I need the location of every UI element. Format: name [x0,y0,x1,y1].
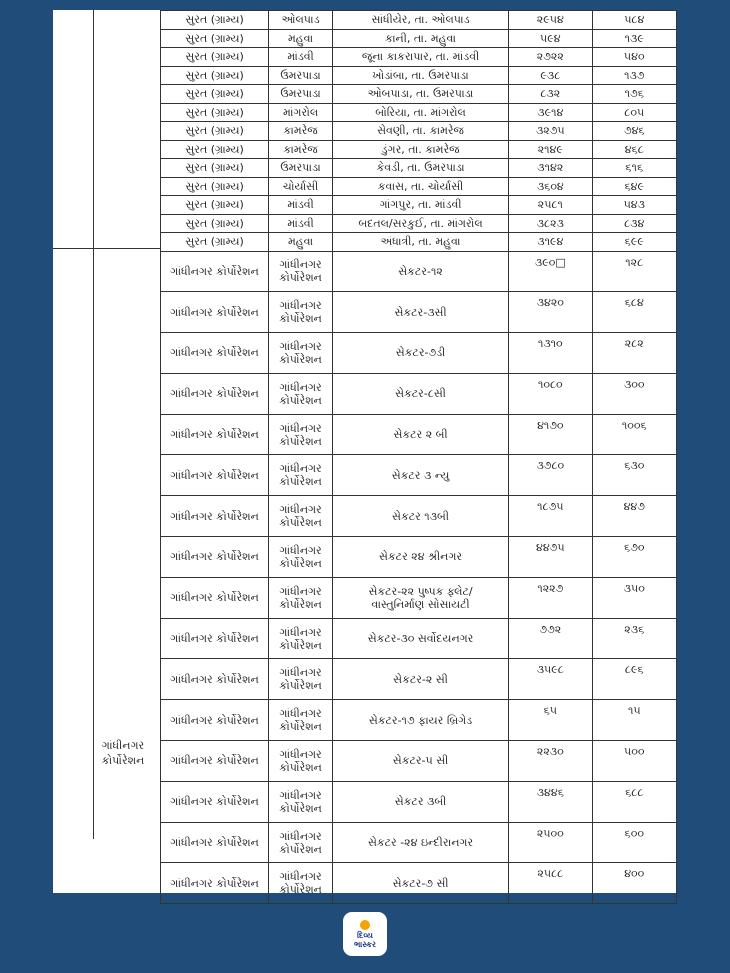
count-cell: ૨૧૪૯ [509,140,592,159]
location-cell: જૂના કાકરાપાર, તા. માંડવી [332,48,508,67]
count-cell: ૪૧૭૦ [509,414,592,455]
taluka-cell: ઓલપાડ [269,11,333,30]
taluka-line1: ગાંધીનગર [279,707,322,721]
value-cell: ૭૪૬ [592,122,676,141]
location-line1: સેકટર ૩બી [394,795,447,809]
count-cell: ૩૭૮૦ [509,455,592,496]
count-cell: ૨૫૦૦ [509,822,592,863]
count-cell: ૮૩૨ [509,85,592,104]
taluka-cell: ચોર્યાસી [269,177,333,196]
district-cell: સુરત (ગ્રામ્ય) [161,140,269,159]
location-cell [332,659,508,700]
table-row [161,496,677,537]
table-row [161,251,677,292]
taluka-line1: ગાંધીનગર [279,584,322,598]
taluka-line1: ગાંધીનગર [279,829,322,843]
taluka-line2: કોર્પોરેશન [279,312,322,326]
value-cell: ૬૩૦ [592,455,676,496]
location-cell: ઓબપાડા, તા. ઉમરપાડા [332,85,508,104]
location-line1: સેકટર ૨ બી [393,428,448,442]
location-cell: બોરિયા, તા. માંગરોલ [332,103,508,122]
taluka-line1: ગાંધીનગર [279,258,322,272]
taluka-cell [269,537,333,578]
district-cell: ગાંધીનગર કોર્પોરેશન [161,414,269,455]
taluka-line2: કોર્પોરેશન [279,597,322,611]
count-cell: ૩૯૦□ [509,251,592,292]
value-cell: ૧૫ [592,700,676,741]
taluka-cell: મહુવા [269,29,333,48]
taluka-line1: ગાંધીનગર [279,625,322,639]
value-cell: ૮૯૬ [592,659,676,700]
count-cell: ૧૦૮૦ [509,373,592,414]
count-cell: ૩૧૯૪ [509,233,592,252]
taluka-line1: ગાંધીનગર [279,462,322,476]
taluka-line1: ગાંધીનગર [279,747,322,761]
location-line1: સેકટર ૨૪ શ્રીનગર [379,550,463,564]
taluka-line1: ગાંધીનગર [279,421,322,435]
taluka-cell [269,741,333,782]
value-cell: ૬૯૯ [592,233,676,252]
district-cell: સુરત (ગ્રામ્ય) [161,177,269,196]
logo-sun-icon [360,920,370,930]
taluka-cell: કામરેજ [269,122,333,141]
district-cell: સુરત (ગ્રામ્ય) [161,214,269,233]
table-row [161,140,677,159]
district-cell: સુરત (ગ્રામ્ય) [161,48,269,67]
location-cell: કેવડી, તા. ઉમરપાડા [332,159,508,178]
value-cell: ૬૧૬ [592,159,676,178]
table-row [161,618,677,659]
district-cell: ગાંધીનગર કોર્પોરેશન [161,455,269,496]
district-cell: સુરત (ગ્રામ્ય) [161,196,269,215]
count-cell: ૩૧૪૨ [509,159,592,178]
taluka-line1: ગાંધીનગર [279,380,322,394]
taluka-cell [269,700,333,741]
taluka-line2: કોર્પોરેશન [279,679,322,693]
taluka-line1: ગાંધીનગર [279,788,322,802]
location-line1: સેકટર-૩સી [394,305,447,319]
value-cell: ૮૩૪ [592,214,676,233]
table-row [161,214,677,233]
district-cell: સુરત (ગ્રામ્ય) [161,66,269,85]
value-cell: ૮૦૫ [592,103,676,122]
taluka-cell [269,333,333,374]
taluka-cell [269,659,333,700]
district-cell: ગાંધીનગર કોર્પોરેશન [161,781,269,822]
value-cell: ૨૮૨ [592,333,676,374]
location-cell [332,373,508,414]
table-row [161,48,677,67]
district-cell: ગાંધીનગર કોર્પોરેશન [161,700,269,741]
table-row [161,373,677,414]
logo-line1: દિવ્ય [357,930,373,940]
count-cell: ૩૨૭૫ [509,122,592,141]
taluka-line1: ગાંધીનગર [279,503,322,517]
table-row [161,159,677,178]
district-cell: ગાંધીનગર કોર્પોરેશન [161,333,269,374]
divya-bhaskar-logo [343,912,387,956]
district-cell: ગાંધીનગર કોર્પોરેશન [161,537,269,578]
location-cell [332,292,508,333]
taluka-cell [269,863,333,904]
location-cell: અંધાત્રી, તા. મહુવા [332,233,508,252]
taluka-line2: કોર્પોરેશન [279,434,322,448]
district-cell: સુરત (ગ્રામ્ય) [161,122,269,141]
taluka-line2: કોર્પોરેશન [279,720,322,734]
table-row [161,29,677,48]
district-cell: ગાંધીનગર કોર્પોરેશન [161,373,269,414]
district-cell: ગાંધીનગર કોર્પોરેશન [161,496,269,537]
location-cell: કવાસ, તા. ચોર્યાસી [332,177,508,196]
taluka-line1: ગાંધીનગર [279,870,322,884]
district-cell: સુરત (ગ્રામ્ય) [161,29,269,48]
taluka-cell: ઉમરપાડા [269,85,333,104]
location-cell [332,781,508,822]
taluka-cell [269,251,333,292]
count-cell: ૨૫૮૧ [509,196,592,215]
taluka-cell: માંડવી [269,48,333,67]
taluka-cell: માંડવી [269,214,333,233]
value-cell: ૧૩૭ [592,66,676,85]
count-cell: ૪૪૭૫ [509,537,592,578]
location-line1: સેકટર-૫ સી [392,754,449,768]
district-cell: ગાંધીનગર કોર્પોરેશન [161,251,269,292]
district-cell: સુરત (ગ્રામ્ય) [161,85,269,104]
value-cell: ૬૮૮ [592,781,676,822]
district-cell: સુરત (ગ્રામ્ય) [161,233,269,252]
value-cell: ૧૦૦૬ [592,414,676,455]
location-line1: સેકટર-૧૭ ફાયર બ્રિગેડ [368,713,473,727]
corp-group-label-line1: ગાંધીનગર [101,739,145,752]
taluka-cell [269,577,333,618]
taluka-line2: કોર્પોરેશન [279,393,322,407]
value-cell: ૪૬૮ [592,140,676,159]
taluka-cell [269,455,333,496]
value-cell: ૨૩૬ [592,618,676,659]
table-row [161,85,677,104]
value-cell: ૬૪૯ [592,177,676,196]
table-row [161,122,677,141]
location-line1: સેકટર -૨૪ ઇન્દીરાનગર [367,836,474,850]
taluka-cell [269,618,333,659]
location-cell: ખોડાંબા, તા. ઉમરપાડા [332,66,508,85]
count-cell: ૩૯૧૪ [509,103,592,122]
table-row [161,659,677,700]
table-row [161,103,677,122]
taluka-cell: માંડવી [269,196,333,215]
location-cell: ગાંગપુર, તા. માંડવી [332,196,508,215]
taluka-line1: ગાંધીનગર [279,299,322,313]
table-row [161,741,677,782]
count-cell: ૭૭૨ [509,618,592,659]
location-cell [332,537,508,578]
taluka-line2: કોર્પોરેશન [279,883,322,897]
table-row [161,414,677,455]
district-cell: ગાંધીનગર કોર્પોરેશન [161,659,269,700]
location-line1: સેકટર-૭ડી [395,346,446,360]
value-cell: ૫૪૦ [592,48,676,67]
taluka-line2: કોર્પોરેશન [279,271,322,285]
location-line1: સેકટર-૧૨ [398,264,443,278]
value-cell: ૫૮૪ [592,11,676,30]
taluka-cell [269,373,333,414]
count-cell: ૩૪૪૬ [509,781,592,822]
value-cell: ૩૦૦ [592,373,676,414]
location-cell: ડુંગર, તા. કામરેજ [332,140,508,159]
table-row [161,577,677,618]
value-cell: ૧૩૯ [592,29,676,48]
location-cell [332,414,508,455]
count-cell: ૯૩૮ [509,66,592,85]
count-cell: ૬૫ [509,700,592,741]
taluka-line2: કોર્પોરેશન [279,475,322,489]
location-cell: કાની, તા. મહુવા [332,29,508,48]
table-row [161,292,677,333]
count-cell: ૫૯૪ [509,29,592,48]
taluka-cell [269,496,333,537]
count-cell: ૨૭૨૨ [509,48,592,67]
district-cell: ગાંધીનગર કોર્પોરેશન [161,292,269,333]
table-row [161,233,677,252]
logo-line2: ભાસ્કર [353,939,377,949]
district-cell: સુરત (ગ્રામ્ય) [161,11,269,30]
count-cell: ૩૫૯૮ [509,659,592,700]
table-row [161,537,677,578]
taluka-cell [269,414,333,455]
taluka-cell [269,781,333,822]
district-cell: ગાંધીનગર કોર્પોરેશન [161,618,269,659]
location-cell [332,577,508,618]
taluka-cell [269,822,333,863]
table-row [161,333,677,374]
table-row [161,700,677,741]
value-cell: ૬૮૪ [592,292,676,333]
taluka-line2: કોર્પોરેશન [279,352,322,366]
location-cell: બદતલ/સરકુઈ, તા. માંગરોલ [332,214,508,233]
corp-group-label [95,738,151,768]
taluka-line2: કોર્પોરેશન [279,801,322,815]
district-cell: સુરત (ગ્રામ્ય) [161,159,269,178]
location-cell: સાંધીયેર, તા. ઓલપાડ [332,11,508,30]
location-line1: સેકટર-૨ સી [393,672,448,686]
table-row [161,11,677,30]
count-cell: ૨૯૫૪ [509,11,592,30]
district-cell: ગાંધીનગર કોર્પોરેશન [161,577,269,618]
table-row [161,781,677,822]
district-cell: ગાંધીનગર કોર્પોરેશન [161,741,269,782]
location-line1: સેકટર-૨૨ પુષ્પક ફ્લેટ/ [368,584,473,598]
location-line2: વાસ્તુનિર્માણ સોસાયટી [371,597,470,611]
count-cell: ૩૬૦૪ [509,177,592,196]
location-cell [332,741,508,782]
taluka-line2: કોર્પોરેશન [279,842,322,856]
table-row [161,177,677,196]
value-cell: ૫૪૩ [592,196,676,215]
count-cell: ૧૩૧૦ [509,333,592,374]
corp-group-label-line2: કોર્પોરેશન [101,754,145,767]
location-line1: સેકટર-૮સી [395,387,446,401]
district-cell: ગાંધીનગર કોર્પોરેશન [161,863,269,904]
taluka-cell: માંગરોલ [269,103,333,122]
value-cell: ૧૨૮ [592,251,676,292]
location-line1: સેકટર-૭ સી [392,876,449,890]
location-cell [332,333,508,374]
location-line1: સેકટર ૩ ન્યુ [391,468,450,482]
document-page [53,10,677,897]
taluka-cell: કામરેજ [269,140,333,159]
location-cell [332,455,508,496]
taluka-line2: કોર્પોરેશન [279,638,322,652]
table-row [161,863,677,904]
location-cell [332,618,508,659]
location-cell [332,863,508,904]
district-cell: સુરત (ગ્રામ્ય) [161,103,269,122]
location-cell [332,496,508,537]
taluka-line1: ગાંધીનગર [279,543,322,557]
table-row [161,822,677,863]
taluka-cell: ઉમરપાડા [269,66,333,85]
value-cell: ૪૪૭ [592,496,676,537]
taluka-line2: કોર્પોરેશન [279,556,322,570]
location-cell [332,822,508,863]
value-cell: ૬૦૦ [592,822,676,863]
count-cell: ૩૪૨૦ [509,292,592,333]
taluka-cell [269,292,333,333]
location-cell [332,700,508,741]
value-cell: ૬૭૦ [592,537,676,578]
count-cell: ૧૨૨૭ [509,577,592,618]
count-cell: ૨૫૮૮ [509,863,592,904]
location-cell: સેવણી, તા. કામરેજ [332,122,508,141]
location-line1: સેકટર-૩૦ સર્વોદયનગર [367,632,474,646]
location-cell [332,251,508,292]
table-row [161,196,677,215]
value-cell: ૪૦૦ [592,863,676,904]
taluka-line1: ગાંધીનગર [279,339,322,353]
value-cell: ૧૭૬ [592,85,676,104]
value-cell: ૫૦૦ [592,741,676,782]
group-divider [53,248,160,249]
taluka-cell: ઉમરપાડા [269,159,333,178]
data-table [160,10,677,904]
taluka-line1: ગાંધીનગર [279,666,322,680]
location-line1: સેકટર ૧૩બી [392,509,450,523]
count-cell: ૧૮૭૫ [509,496,592,537]
column-divider [93,10,94,839]
taluka-cell: મહુવા [269,233,333,252]
taluka-line2: કોર્પોરેશન [279,760,322,774]
value-cell: ૩૫૦ [592,577,676,618]
count-cell: ૩૮૨૩ [509,214,592,233]
table-row [161,455,677,496]
taluka-line2: કોર્પોરેશન [279,516,322,530]
count-cell: ૨૨૩૦ [509,741,592,782]
table-row [161,66,677,85]
district-cell: ગાંધીનગર કોર્પોરેશન [161,822,269,863]
